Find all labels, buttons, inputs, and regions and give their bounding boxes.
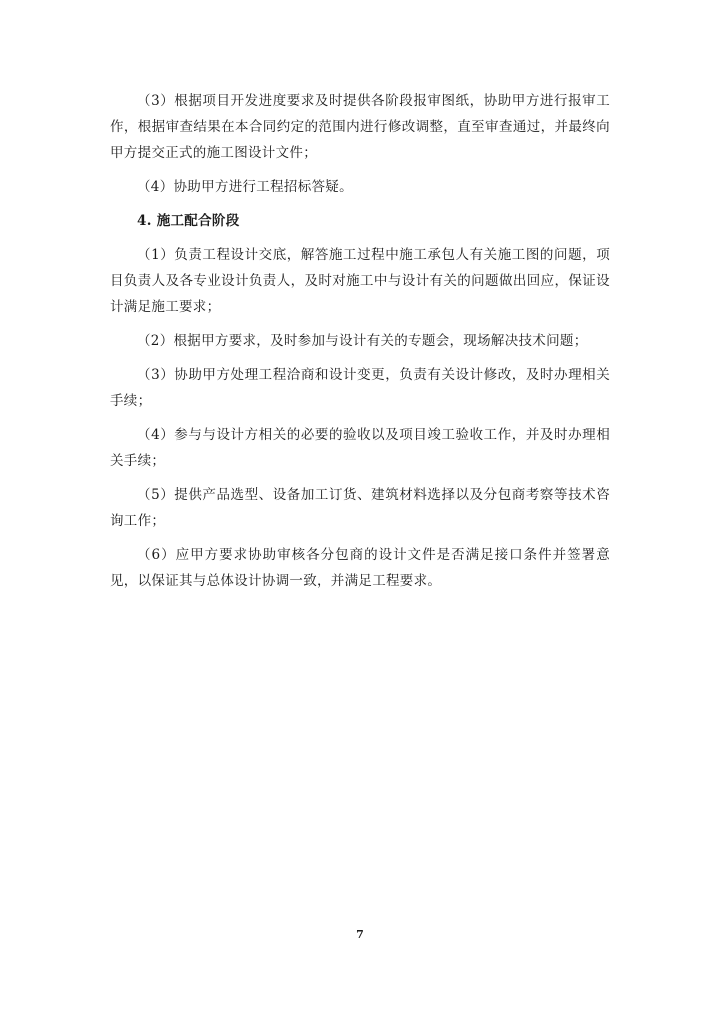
section-heading-construction-stage: 4. 施工配合阶段 — [137, 213, 240, 229]
paragraph-design-disclosure: （1）负责工程设计交底，解答施工过程中施工承包人有关施工图的问题，项目负责人及各专业设计负责人，及时对施工中与设计有关的问题做出回应，保证设计满足施工要求； — [110, 247, 610, 315]
page-number: 7 — [356, 928, 364, 941]
paragraph-review-drawings: （3）根据项目开发进度要求及时提供各阶段报审图纸，协助甲方进行报审工作，根据审查结果在本合同约定的范围内进行修改调整，直至审查通过，并最终向甲方提交正式的施工图设计文件； — [110, 93, 610, 161]
paragraph-subcontractor-review: （6）应甲方要求协助审核各分包商的设计文件是否满足接口条件并签署意见，以保证其与总体设计协调一致，并满足工程要求。 — [110, 547, 610, 589]
paragraph-design-changes: （3）协助甲方处理工程洽商和设计变更，负责有关设计修改，及时办理相关手续； — [110, 367, 610, 409]
document-body — [110, 88, 610, 594]
paragraph-acceptance: （4）参与与设计方相关的必要的验收以及项目竣工验收工作，并及时办理相关手续； — [110, 427, 610, 469]
paragraph-special-meetings: （2）根据甲方要求，及时参加与设计有关的专题会，现场解决技术问题； — [137, 333, 588, 349]
paragraph-tender-qa: （4）协助甲方进行工程招标答疑。 — [137, 179, 353, 195]
paragraph-technical-consulting: （5）提供产品选型、设备加工订货、建筑材料选择以及分包商考察等技术咨询工作； — [110, 487, 610, 529]
